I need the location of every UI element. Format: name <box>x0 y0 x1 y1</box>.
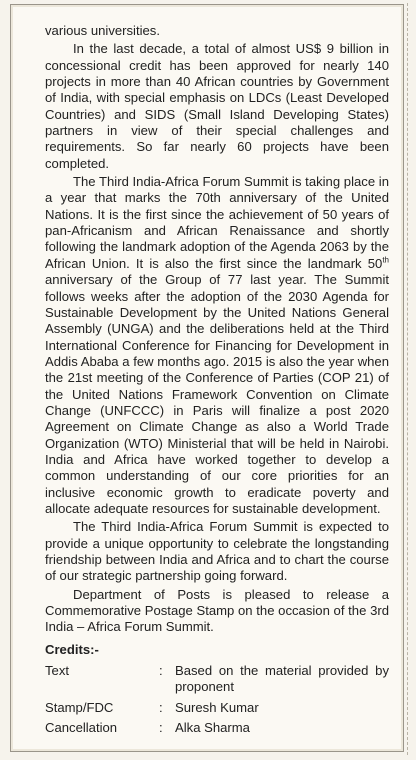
superscript-th: th <box>382 255 389 265</box>
document-body <box>45 23 389 740</box>
paragraph-summit-context-part2: anniversary of the Group of 77 last year. The Summit follows weeks after the adoption of the 2030 Agenda for Sustainable Development by the United Nations General Assembly (UNGA) and the deliberations held at the Third International Conference for Financing for Development in Addis Ababa a few months ago. 2015 is also the year when the 21st meeting of the Conference of Parties (COP 21) of the United Nations Framework Convention on Climate Change (UNFCCC) in Paris will finalize a post 2020 Agreement on Climate Change as also a World Trade Organization (WTO) Ministerial that will be held in Nairobi. India and Africa have worked together to develop a common understanding of our core priorities for an inclusive economic growth to eradicate poverty and allocate adequate resources for sustainable development. <box>45 272 389 516</box>
credits-table <box>45 663 389 736</box>
paragraph-summit-context-part1: The Third India-Africa Forum Summit is taking place in a year that marks the 70th anniversary of the United Nations. It is the first since the achievement of 50 years of pan-Africanism and African Renaissance and shortly following the landmark adoption of the Agenda 2063 by the African Union. It is also the first since the landmark 50 <box>45 174 389 271</box>
credits-colon: : <box>159 720 163 736</box>
document-page <box>10 4 404 752</box>
credits-colon: : <box>159 699 163 715</box>
credits-value: Based on the material provided by proponent <box>175 663 389 695</box>
credits-heading: Credits:- <box>45 641 99 657</box>
paragraph-stamp-release: Department of Posts is pleased to release a Commemorative Postage Stamp on the occasion of the 3rd India – Africa Forum Summit. <box>45 586 389 635</box>
credits-row-cancellation <box>45 720 389 736</box>
credits-colon: : <box>159 663 163 679</box>
credits-label: Stamp/FDC <box>45 699 114 715</box>
paragraph-continuation: various universities. <box>45 23 160 38</box>
credits-label: Cancellation <box>45 720 118 736</box>
credits-row-text <box>45 663 389 696</box>
credits-value: Suresh Kumar <box>175 699 259 715</box>
credits-row-stamp <box>45 700 389 716</box>
credits-value: Alka Sharma <box>175 720 250 736</box>
paragraph-summit-opportunity: The Third India-Africa Forum Summit is expected to provide a unique opportunity to celebrate the longstanding friendship between India and Africa and to chart the course of our strategic partnership going forward. <box>45 519 389 584</box>
credits-label: Text <box>45 663 70 679</box>
paragraph-concessional-credit: In the last decade, a total of almost US$ 9 billion in concessional credit has been approved for nearly 140 projects in more than 40 African countries by Government of India, with special emphasis on LDCs (Least Developed Countries) and SIDS (Small Island Developing States) partners in view of their special challenges and requirements. So far nearly 60 projects have been completed. <box>45 41 389 171</box>
paragraph-summit-context <box>45 174 389 517</box>
